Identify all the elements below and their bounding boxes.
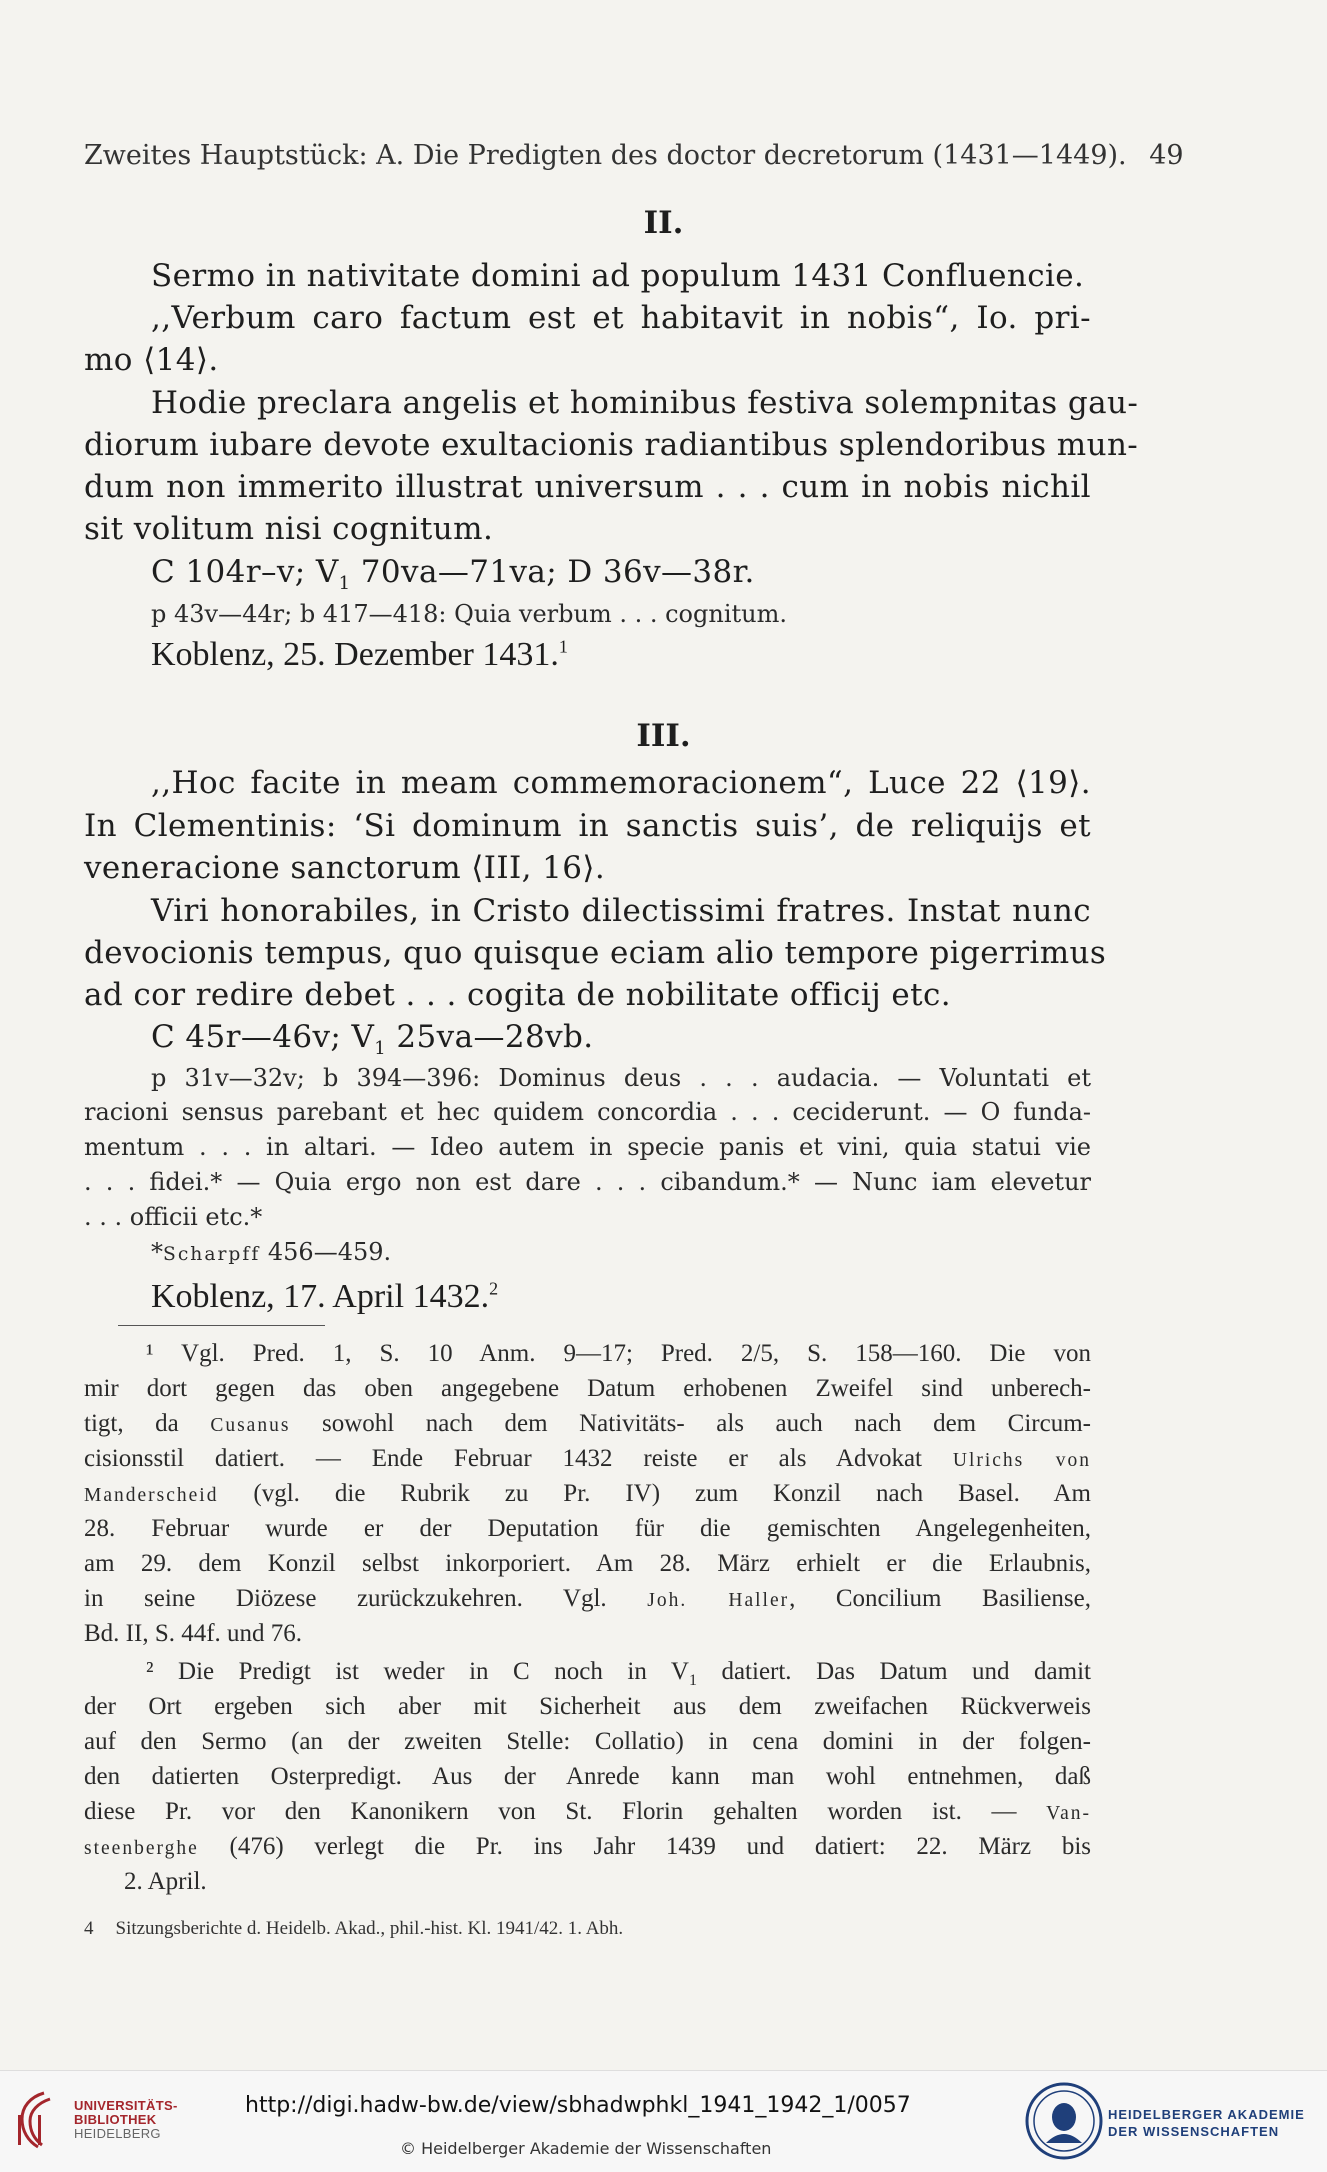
sermon-3-text-line: Viri honorabiles, in Cristo dilectissimi fratres. Instat nunc	[151, 893, 1091, 929]
footnote-2-line: ² Die Predigt ist weder in C noch in $V_1$ datiert. Das Datum und damit	[146, 1658, 1091, 1689]
copyright-notice: © Heidelberger Akademie der Wissenschaften	[400, 2139, 772, 2158]
sermon-2-incipit: ,,Verbum caro factum est et habitavit in nobis“, Io. pri-	[151, 300, 1091, 336]
sermon-3-incipit-end: veneracione sanctorum ⟨III, 16⟩.	[84, 850, 606, 886]
academy-name: HEIDELBERGER AKADEMIE DER WISSENSCHAFTEN	[1108, 2107, 1305, 2139]
university-library-name: UNIVERSITÄTS- BIBLIOTHEK HEIDELBERG	[74, 2098, 178, 2141]
printer-signature	[84, 1918, 623, 1940]
sermon-2-title: Sermo in nativitate domini ad populum 1431 Confluencie.	[151, 258, 1085, 294]
sermon-3-manuscripts-secondary: . . . fidei.* — Quia ergo non est dare . . . cibandum.* — Nunc iam elevetur	[84, 1168, 1091, 1196]
sermon-3-incipit: ,,Hoc facite in meam commemoracionem“, Luce 22 ⟨19⟩.	[151, 765, 1091, 801]
footnote-2-line: den datierten Osterpredigt. Aus der Anrede kann man wohl entnehmen, daß	[84, 1763, 1091, 1790]
footnote-ref-2[interactable]: 2	[489, 1278, 499, 1299]
sermon-3-manuscripts-secondary: p 31v—32v; b 394—396: Dominus deus . . . audacia. — Voluntati et	[151, 1064, 1091, 1092]
sermon-3-manuscripts-secondary: mentum . . . in altari. — Ideo autem in specie panis et vini, quia statui vie	[84, 1133, 1091, 1161]
sermon-3-incipit: In Clementinis: ‘Si dominum in sanctis suis’, de reliquijs et	[84, 808, 1091, 844]
sermon-3-manuscripts-secondary: racioni sensus parebant et hec quidem concordia . . . ceciderunt. — O funda-	[84, 1098, 1091, 1126]
sermon-2-manuscripts-secondary: p 43v—44r; b 417—418: Quia verbum . . . cognitum.	[151, 600, 787, 628]
footnote-1-line: tigt, da Cusanus sowohl nach dem Nativitäts- als auch nach dem Circum-	[84, 1410, 1091, 1437]
university-library-logo-icon[interactable]	[14, 2089, 54, 2151]
footnote-1-line: 28. Februar wurde er der Deputation für die gemischten Angelegenheiten,	[84, 1515, 1091, 1542]
footnote-2-line: 2. April.	[124, 1868, 207, 1895]
footnote-1-line: mir dort gegen das oben angegebene Datum erhobenen Zweifel sind unberech-	[84, 1375, 1091, 1402]
sermon-3-text-line: ad cor redire debet . . . cogita de nobilitate officij etc.	[84, 977, 951, 1013]
footnote-1-line: Manderscheid (vgl. die Rubrik zu Pr. IV) zum Konzil nach Basel. Am	[84, 1480, 1091, 1507]
academy-seal-icon[interactable]	[1024, 2081, 1104, 2161]
footnote-1-line: am 29. dem Konzil selbst inkorporiert. Am 28. März erhielt er die Erlaubnis,	[84, 1550, 1091, 1577]
footnote-1-line: ¹ Vgl. Pred. 1, S. 10 Anm. 9—17; Pred. 2/5, S. 158—160. Die von	[146, 1340, 1091, 1367]
footnote-2-line: der Ort ergeben sich aber mit Sicherheit aus dem zweifachen Rückverweis	[84, 1693, 1091, 1720]
sermon-2-text-line: sit volitum nisi cognitum.	[84, 511, 494, 547]
footnote-2-line: steenberghe (476) verlegt die Pr. ins Jahr 1439 und datiert: 22. März bis	[84, 1833, 1091, 1860]
sermon-2-numeral: II.	[643, 205, 684, 241]
sermon-3-text-line: devocionis tempus, quo quisque eciam alio tempore pigerrimus	[84, 935, 1107, 971]
sermon-2-text-line: diorum iubare devote exultacionis radiantibus splendoribus mun-	[84, 427, 1139, 463]
running-title: Zweites Hauptstück: A. Die Predigten des doctor decretorum (1431—1449).	[84, 140, 1127, 171]
permalink-url[interactable]: http://digi.hadw-bw.de/view/sbhadwphkl_1941_1942_1/0057	[245, 2093, 911, 2118]
footnote-1-line: Bd. II, S. 44f. und 76.	[84, 1620, 303, 1647]
sermon-2-place-date: Koblenz, 25. Dezember 1431.$^1$	[151, 636, 568, 673]
running-header	[84, 140, 1184, 171]
footnote-2-line: auf den Sermo (an der zweiten Stelle: Collatio) in cena domini in der folgen-	[84, 1728, 1091, 1755]
footnote-2-line: diese Pr. vor den Kanonikern von St. Florin gehalten worden ist. — Van-	[84, 1798, 1091, 1825]
signature-text: Sitzungsberichte d. Heidelb. Akad., phil.-hist. Kl. 1941/42. 1. Abh.	[115, 1918, 624, 1939]
sermon-3-manuscripts-secondary: . . . officii etc.*	[84, 1203, 263, 1231]
digital-library-footer	[0, 2070, 1327, 2172]
sermon-2-incipit-end: mo ⟨14⟩.	[84, 342, 219, 378]
sermon-3-numeral: III.	[636, 718, 691, 754]
signature-number: 4	[84, 1918, 94, 1939]
page-number: 49	[1149, 140, 1184, 171]
sermon-3-manuscripts: C 45r—46v; $V_1$ 25va—28vb.	[151, 1019, 594, 1060]
footnote-1-line: in seine Diözese zurückzukehren. Vgl. Joh. Haller, Concilium Basiliense,	[84, 1585, 1091, 1612]
sermon-2-text-line: Hodie preclara angelis et hominibus festiva solempnitas gau-	[151, 385, 1139, 421]
scharpff-reference: *Scharpff 456—459.	[151, 1238, 392, 1266]
sermon-2-text-line: dum non immerito illustrat universum . . . cum in nobis nichil	[84, 469, 1091, 505]
footnote-ref-1[interactable]: 1	[558, 636, 568, 657]
sermon-2-manuscripts: C 104r–v; $V_1$ 70va—71va; D 36v—38r.	[151, 554, 755, 595]
footnote-1-line: cisionsstil datiert. — Ende Februar 1432 reiste er als Advokat Ulrichs von	[84, 1445, 1091, 1472]
sermon-3-place-date: Koblenz, 17. April 1432.$^2$	[151, 1278, 499, 1315]
footnote-separator	[118, 1325, 325, 1326]
